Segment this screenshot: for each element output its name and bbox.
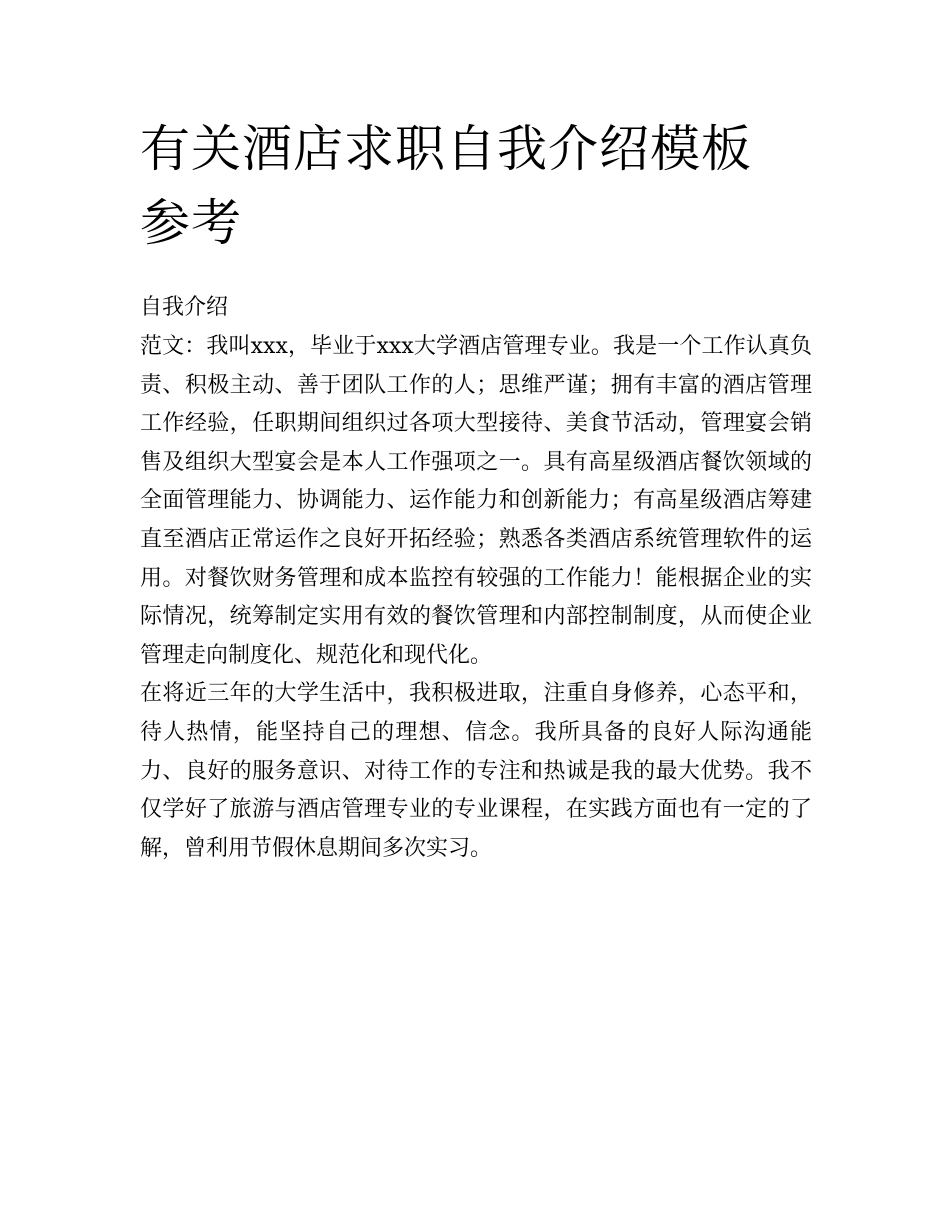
paragraph-college-life: 在将近三年的大学生活中，我积极进取，注重自身修养，心态平和，待人热情，能坚持自己的理想、信念。我所具备的良好人际沟通能力、良好的服务意识、对待工作的专注和热诚是我的最大优势。我不仅学好了旅游与酒店管理专业的专业课程，在实践方面也有一定的了解，曾利用节假休息期间多次实习。: [140, 681, 812, 861]
paragraph-intro: 范文：我叫xxx，毕业于xxx大学酒店管理专业。我是一个工作认真负责、积极主动、善于团队工作的人；思维严谨；拥有丰富的酒店管理工作经验，任职期间组织过各项大型接待、美食节活动，管理宴会销售及组织大型宴会是本人工作强项之一。具有高星级酒店餐饮领域的全面管理能力、协调能力、运作能力和创新能力；有高星级酒店筹建直至酒店正常运作之良好开拓经验；熟悉各类酒店系统管理软件的运用。对餐饮财务管理和成本监控有较强的工作能力！能根据企业的实际情况，统筹制定实用有效的餐饮管理和内部控制制度，从而使企业管理走向制度化、规范化和现代化。: [140, 334, 812, 668]
section-heading: 自我介绍: [140, 295, 229, 320]
document-title: 有关酒店求职自我介绍模板参考: [140, 120, 752, 252]
document-page: [140, 112, 812, 868]
